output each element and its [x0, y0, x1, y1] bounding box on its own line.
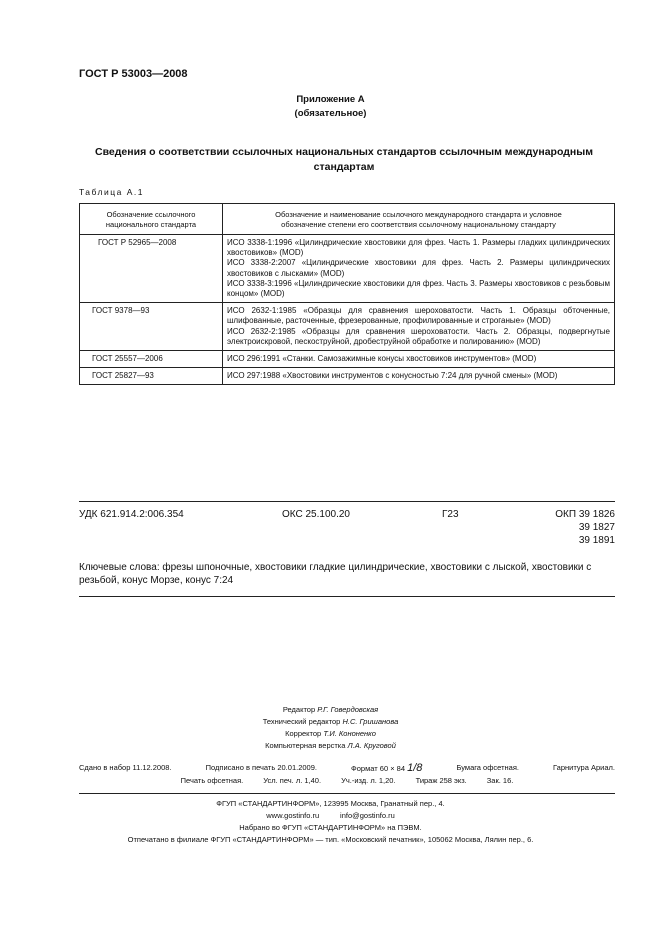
intl-entry: ИСО 297:1988 «Хвостовики инструментов с конусностью 7:24 для ручной смены» (MOD) — [227, 371, 558, 381]
pub-item: Усл. печ. л. 1,40. — [263, 776, 322, 785]
international-standard-cell — [223, 235, 615, 303]
document-number: ГОСТ Р 53003—2008 — [79, 68, 188, 80]
credit-name: Л.А. Круговой — [347, 741, 396, 750]
correspondence-table — [79, 203, 615, 385]
okp-codes — [541, 508, 615, 547]
header-line: Обозначение и наименование ссылочного международного стандарта и условное — [275, 210, 562, 219]
credit-editor — [0, 704, 661, 716]
national-standard-cell: ГОСТ 25827—93 — [80, 368, 223, 385]
intl-entry: ИСО 2632-2:1985 «Образцы для сравнения шероховатости. Часть 2. Образцы, подвергнутые электроискровой, пескоструйной, дробеструйной обработке и полированию» (MOD) — [227, 326, 610, 346]
okp-code: ОКП 39 1826 — [555, 509, 615, 520]
pub-item: Сдано в набор 11.12.2008. — [79, 763, 172, 772]
international-standard-cell — [223, 368, 615, 385]
annex-title: Приложение А — [296, 94, 365, 105]
header-line: Обозначение ссылочного — [106, 210, 196, 219]
credit-name: Н.С. Гришанова — [342, 717, 399, 726]
publisher-email-link[interactable]: info@gostinfo.ru — [340, 811, 395, 820]
intl-entry: ИСО 3338-3:1996 «Цилиндрические хвостовики для фрез. Часть 3. Размеры хвостовиков с резьбовым концом» (MOD) — [227, 278, 610, 299]
national-standard-cell: ГОСТ 9378—93 — [80, 303, 223, 351]
publisher-site-link[interactable]: www.gostinfo.ru — [266, 811, 320, 820]
publication-line-2 — [79, 775, 615, 787]
pub-item — [351, 762, 422, 775]
header-international-standard — [223, 204, 615, 235]
pub-item: Тираж 258 экз. — [415, 776, 467, 785]
separator-rule — [79, 501, 615, 502]
pub-item: Гарнитура Ариал. — [553, 763, 615, 772]
annex-status: (обязательное) — [294, 108, 367, 119]
credit-name: Т.И. Кононенко — [323, 729, 376, 738]
header-national-standard — [80, 204, 223, 235]
credit-label: Редактор — [282, 705, 316, 714]
international-standard-cell — [223, 303, 615, 351]
table-caption: Таблица А.1 — [79, 187, 144, 197]
international-standard-cell — [223, 351, 615, 368]
section-title: Сведения о соответствии ссылочных национальных стандартов ссылочным международным стандартам — [95, 146, 593, 173]
group-code: Г23 — [442, 509, 459, 520]
national-standard-cell: ГОСТ Р 52965—2008 — [80, 235, 223, 303]
separator-rule — [79, 596, 615, 597]
intl-entry: ИСО 3338-2:2007 «Цилиндрические хвостовики для фрез. Часть 2. Размеры цилиндрических хвостовиков с лысками» (MOD) — [227, 258, 610, 278]
table-row — [80, 351, 615, 368]
pub-item: Печать офсетная. — [180, 776, 244, 785]
credit-tech-editor — [0, 716, 661, 728]
publisher-printer: Отпечатано в филиале ФГУП «СТАНДАРТИНФОРМ» — тип. «Московский печатник», 105062 Москва, Лялин пер., 6. — [127, 835, 534, 844]
pub-item: Зак. 16. — [486, 776, 514, 785]
intl-entry: ИСО 296:1991 «Станки. Самозажимные конусы хвостовиков инструментов» (MOD) — [227, 354, 537, 364]
okp-code: 39 1827 — [578, 522, 615, 533]
separator-rule — [79, 793, 615, 794]
pub-format-fraction: 1/8 — [407, 762, 423, 774]
oks-code: ОКС 25.100.20 — [282, 509, 350, 520]
publisher-typeset: Набрано во ФГУП «СТАНДАРТИНФОРМ» на ПЭВМ. — [239, 823, 422, 832]
publisher-contacts — [0, 810, 661, 822]
credit-name: Р.Г. Говердовская — [317, 705, 379, 714]
udk-code: УДК 621.914.2:006.354 — [79, 509, 184, 520]
header-line: национального стандарта — [105, 220, 197, 229]
okp-code: 39 1891 — [578, 535, 615, 546]
credit-label: Компьютерная верстка — [265, 741, 346, 750]
intl-entry: ИСО 2632-1:1985 «Образцы для сравнения шероховатости. Часть 1. Образцы обточенные, шлифованные, расточенные, фрезерованные, профилированные и строганые» (MOD) — [227, 306, 610, 326]
pub-item: Бумага офсетная. — [456, 763, 519, 772]
table-row — [80, 368, 615, 385]
national-standard-cell: ГОСТ 25557—2006 — [80, 351, 223, 368]
table-row — [80, 235, 615, 303]
table-row — [80, 303, 615, 351]
pub-format: Формат 60 × 84 — [351, 764, 406, 773]
header-line: обозначение степени его соответствия ссылочному национальному стандарту — [281, 220, 556, 229]
publication-data — [79, 762, 615, 787]
publication-line-1 — [79, 762, 615, 775]
table-header-row — [80, 204, 615, 235]
pub-item: Подписано в печать 20.01.2009. — [205, 763, 317, 772]
credit-label: Корректор — [285, 729, 322, 738]
intl-entry: ИСО 3338-1:1996 «Цилиндрические хвостовики для фрез. Часть 1. Размеры гладких цилиндрических хвостовиков» (MOD) — [227, 238, 610, 258]
keywords: Ключевые слова: фрезы шпоночные, хвостовики гладкие цилиндрические, хвостовики с лыской, хвостовики с резьбой, конус Морзе, конус 7:24 — [79, 562, 592, 586]
credit-layout — [0, 740, 661, 752]
pub-item: Уч.-изд. л. 1,20. — [341, 776, 396, 785]
credit-corrector — [0, 728, 661, 740]
credit-label: Технический редактор — [262, 717, 341, 726]
publisher-address: ФГУП «СТАНДАРТИНФОРМ», 123995 Москва, Гранатный пер., 4. — [216, 799, 445, 808]
